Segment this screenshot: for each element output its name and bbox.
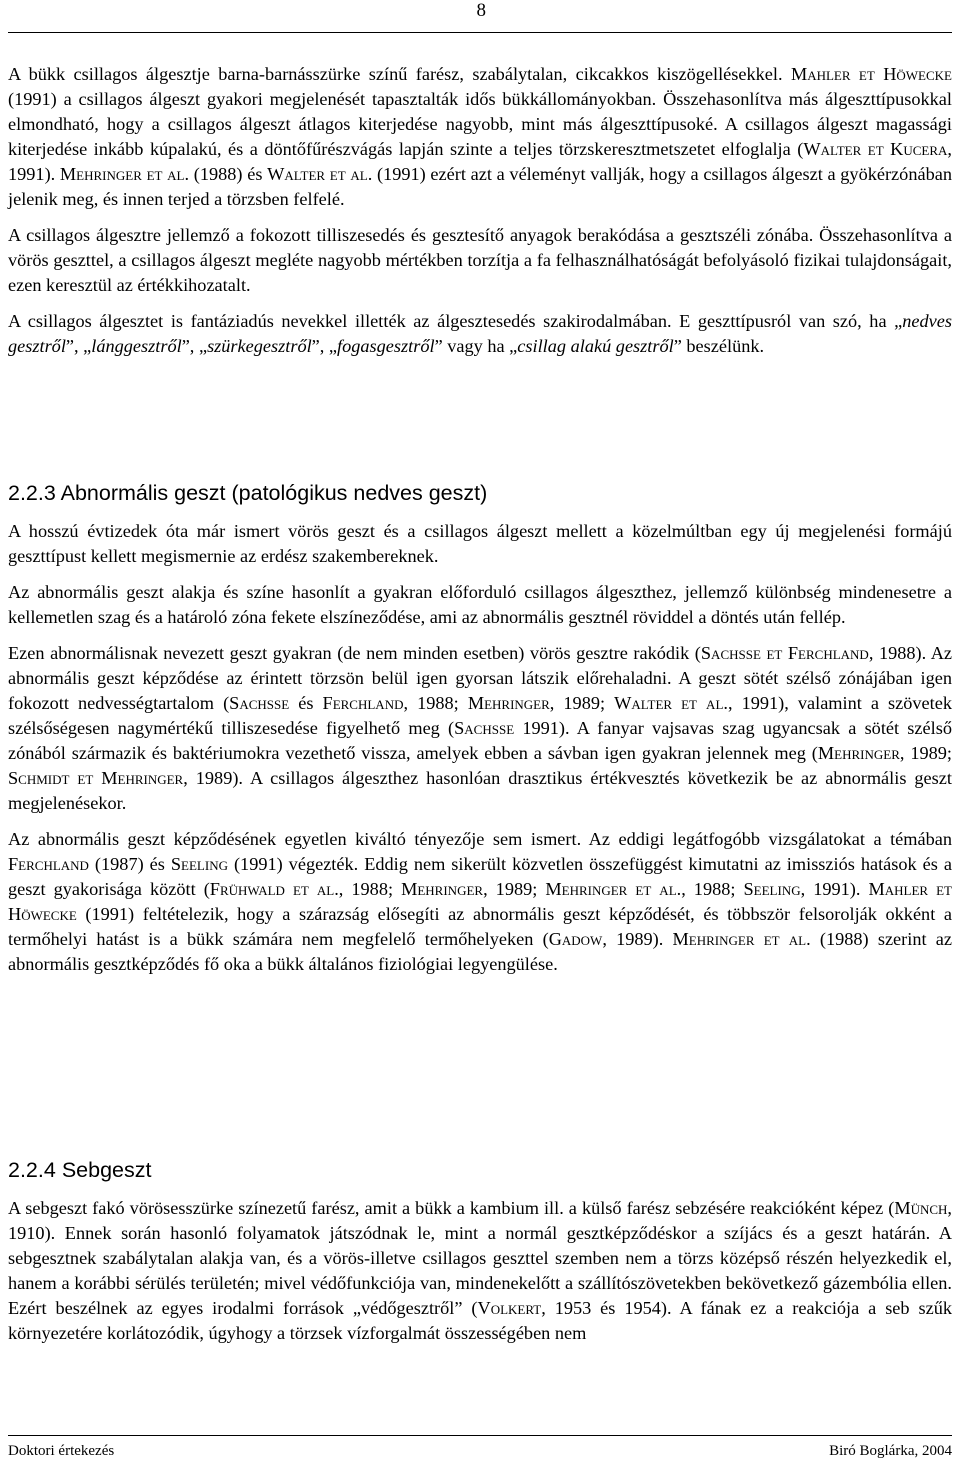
section-2-2-4-body [8, 1196, 952, 1346]
text-run: , 1991), valamint a szövetek szélsőségesen nagymértékű tilliszesedése figyelhető meg ( [8, 693, 953, 738]
text-run: ”, „ [65, 336, 92, 356]
text-run: Az abnormális geszt alakja és színe hasonlít a gyakran előforduló csillagos álgeszthez, jellemző különbség mindenesetre a kellemetlen szag és a határoló zóna fekete elszíneződése, ami az abnormális gesztnél röviddel a döntés után fellép. [8, 582, 952, 627]
author-citation: Mahler et Höwecke [8, 879, 952, 924]
author-citation: Gadow [548, 929, 603, 949]
italic-term: nedves gesztről [8, 311, 952, 356]
section-number: 2.2.3 [8, 481, 56, 505]
text-run: A csillagos álgesztet is fantáziadús nevekkel illették az álgesztesedés szakirodalmában. E geszttípusról van szó, ha „ [8, 311, 903, 331]
paragraph [8, 223, 952, 298]
author-citation: Sachsse et Ferchland [700, 643, 869, 663]
text-run: és [289, 693, 323, 713]
intro-block [8, 62, 952, 359]
text-run: A bükk csillagos álgesztje barna-barnásszürke színű farész, szabálytalan, cikcakkos kiszögellésekkel. [8, 64, 791, 84]
italic-term: lánggesztről [91, 336, 182, 356]
text-run: A csillagos álgesztre jellemző a fokozott tilliszesedés és gesztesítő anyagok berakódása a gesztszéli zónába. Összehasonlítva a vörös geszttel, a csillagos álgeszt megléte nagyobb mértékben torzítja a fa felhasználhatóságát befolyásoló fizikai tulajdonságait, ezen keresztül az értékkihozatalt. [8, 225, 952, 295]
author-citation: Münch [894, 1198, 948, 1218]
text-run: , 1988; [403, 693, 468, 713]
section-title: Sebgeszt [61, 1158, 152, 1182]
text-run: , 1989; [899, 743, 952, 763]
text-run: , 1989; [549, 693, 615, 713]
italic-term: csillag alakú gesztről [517, 336, 674, 356]
text-run: ” vagy ha „ [434, 336, 518, 356]
section-title: Abnormális geszt (patológikus nedves geszt) [60, 481, 488, 505]
author-citation: Walter et Kucera [803, 139, 948, 159]
text-run: A hosszú évtizedek óta már ismert vörös geszt és a csillagos álgeszt mellett a közelmúltban egy új megjelenési formájú geszttípust kellett megismernie az erdész szakembereknek. [8, 521, 952, 566]
italic-term: fogasgesztről [337, 336, 435, 356]
text-run: (1991) a csillagos álgeszt gyakori megjelenését tapasztalták idős bükkállományokban. Összehasonlítva más álgeszttípusokkal elmondható, hogy a csillagos álgeszt átlagos kiterjedése nagyobb, mint más álgeszttípusoké. A csillagos álgeszt magassági kiterjedése inkább kúpalakú, és a döntőfűrészvágás lapján szinte a teljes törzskeresztmetszetet elfoglalja ( [8, 89, 952, 159]
text-run: , 1989). A csillagos álgeszthez hasonlóan drasztikus értékvesztés következik be az abnormális geszt megjelenésekor. [8, 768, 952, 813]
text-run: (1988) és [189, 164, 268, 184]
text-run: , 1953 és 1954). A fának ez a reakciója a seb szűk környezetére korlátozódik, úgyhogy a törzsek vízforgalmát összességében nem [8, 1298, 952, 1343]
section-number: 2.2.4 [8, 1158, 56, 1182]
footer-rule [8, 1435, 952, 1436]
author-citation: Seeling [743, 879, 801, 899]
author-citation: Walter et al. [614, 693, 728, 713]
author-citation: Mehringer et al. [545, 879, 682, 899]
header-rule [8, 32, 952, 33]
text-run: ”, „ [311, 336, 338, 356]
text-run: , 1991). [800, 879, 869, 899]
text-run: (1991) végezték. Eddig nem sikerült közvetlen összefüggést kimutatni az imissziós hatások és a geszt gyakorisága között ( [8, 854, 952, 899]
author-citation: Frühwald et al. [209, 879, 339, 899]
paragraph [8, 519, 952, 569]
paragraph [8, 62, 952, 212]
text-run: , 1991). [8, 139, 952, 184]
paragraph [8, 827, 952, 977]
author-citation: Volkert [477, 1298, 542, 1318]
author-citation: Sachsse [454, 718, 515, 738]
author-citation: Ferchland [322, 693, 404, 713]
author-citation: Mehringer [401, 879, 484, 899]
text-run: , 1910). Ennek során hasonló folyamatok játszódnak le, mint a normál gesztképződéskor a szíjács és a geszt határán. A sebgesztnek szabálytalan alakja van, és a vörös-illetve csillagos geszttel szemben nem a törzs középső részén helyezkedik el, hanem a korábbi sérülés területén; mivel védőfunkciója van, mindenekelőtt a szállítószövetekben bekövetkező gázembólia ellen. Ezért beszélnek az egyes irodalmi források „védőgesztről” ( [8, 1198, 952, 1318]
paragraph [8, 309, 952, 359]
footer-right-text: Biró Boglárka, 2004 [829, 1443, 952, 1459]
text-run: , 1988; [338, 879, 402, 899]
text-run: Ezen abnormálisnak nevezett geszt gyakran (de nem minden esetben) vörös gesztre rakódik ( [8, 643, 701, 663]
text-run: A sebgeszt fakó vörösesszürke színezetű farész, amit a bükk a kambium ill. a külső farész sebzésére reakcióként képez ( [8, 1198, 895, 1218]
author-citation: Mehringer [467, 693, 550, 713]
author-citation: Ferchland [8, 854, 89, 874]
author-citation: Mehringer et al. [672, 929, 811, 949]
text-run: ” beszélünk. [673, 336, 765, 356]
paragraph [8, 580, 952, 630]
text-run: , 1989; [483, 879, 546, 899]
author-citation: Seeling [170, 854, 228, 874]
author-citation: Sachsse [229, 693, 290, 713]
text-run: (1987) és [88, 854, 171, 874]
text-run: (1991) ezért azt a véleményt vallják, hogy a csillagos álgeszt a gyökérzónában jelenik meg, és innen terjed a törzsben felfelé. [8, 164, 952, 209]
text-run: , 1988; [681, 879, 744, 899]
text-run: (1988) szerint az abnormális gesztképződés fő oka a bükk általános fiziológiai legyengülése. [8, 929, 952, 974]
italic-term: szürkegesztről [207, 336, 312, 356]
text-run: , 1988). Az abnormális geszt képződése az érintett törzsön belül igen gyorsan látszik előrehaladni. A geszt sötét szélső zónájában igen fokozott nedvességtartalom ( [8, 643, 953, 713]
text-run: , 1989). [602, 929, 673, 949]
author-citation: Mahler et Höwecke [790, 64, 952, 84]
paragraph [8, 641, 952, 816]
text-run: (1991) feltételezik, hogy a szárazság elősegíti az abnormális geszt képződését, és többször felsorolják okként a termőhelyi hatást is a bükk számára nem megfelelő termőhelyeken ( [8, 904, 952, 949]
author-citation: Mehringer [817, 743, 900, 763]
section-heading-2-2-4 [8, 1157, 952, 1183]
page-number: 8 [476, 0, 486, 21]
text-run: Az abnormális geszt képződésének egyetlen kiváltó tényezője sem ismert. Az eddigi legátfogóbb vizsgálatokat a témában [8, 829, 952, 849]
text-run: ”, „ [181, 336, 208, 356]
section-2-2-3-body [8, 519, 952, 977]
paragraph [8, 1196, 952, 1346]
author-citation: Mehringer et al. [59, 164, 190, 184]
author-citation: Walter et al. [267, 164, 373, 184]
section-heading-2-2-3 [8, 480, 952, 506]
footer-left-text: Doktori értekezés [8, 1443, 115, 1459]
author-citation: Schmidt et Mehringer [8, 768, 184, 788]
text-run: 1991). A fanyar vajsavas szag ugyancsak a sötét szélső zónából származik és baktériumokra vezethető vissza, amelyek ebben a sávban igen gyakran jelennek meg ( [8, 718, 952, 763]
